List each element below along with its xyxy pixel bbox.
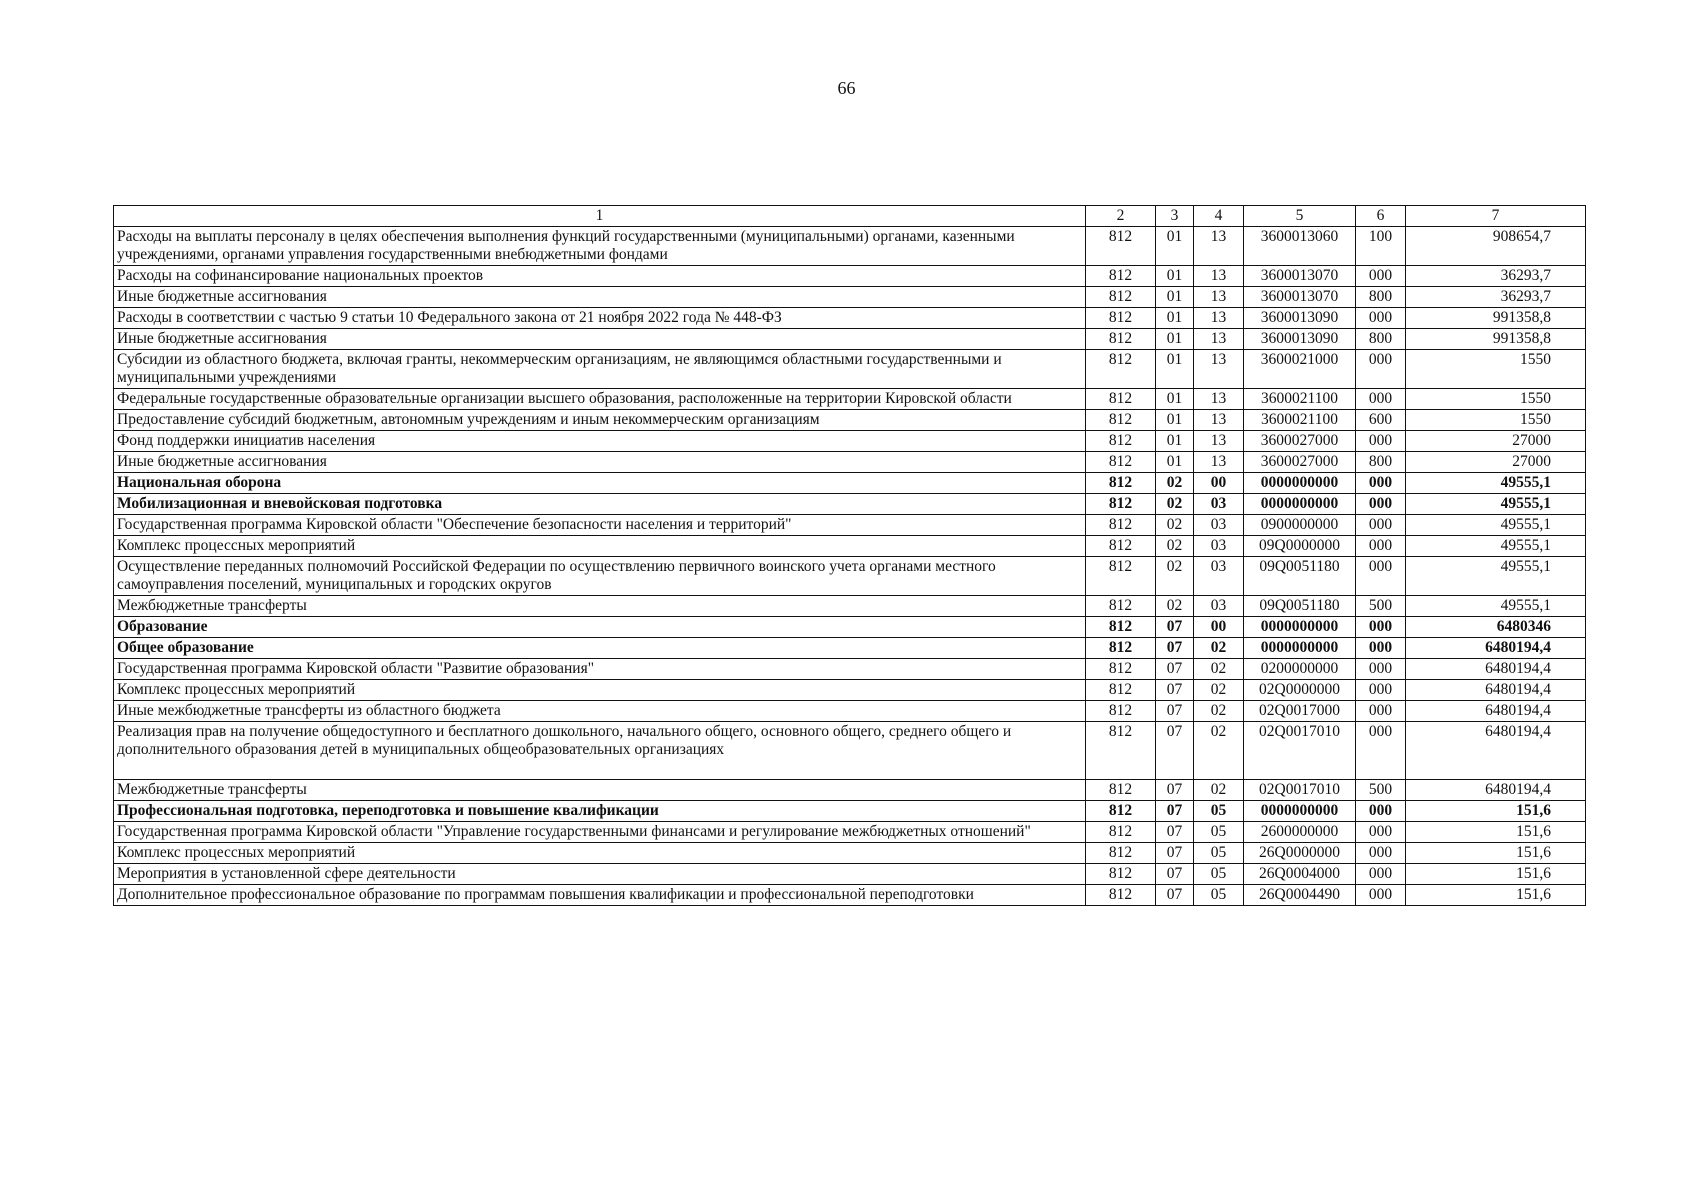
department-code-cell: 812 [1086, 452, 1156, 473]
subsection-code-cell: 02 [1194, 780, 1244, 801]
department-code-cell: 812 [1086, 515, 1156, 536]
target-article-code-cell: 09Q0051180 [1244, 596, 1356, 617]
table-row [114, 431, 1586, 452]
expense-type-code-cell: 000 [1356, 308, 1406, 329]
expense-type-code-cell: 000 [1356, 864, 1406, 885]
section-code-cell: 07 [1156, 801, 1194, 822]
expense-name-cell: Мероприятия в установленной сфере деятельности [114, 864, 1086, 885]
target-article-code-cell: 26Q0004490 [1244, 885, 1356, 906]
section-code-cell: 07 [1156, 822, 1194, 843]
department-code-cell: 812 [1086, 431, 1156, 452]
department-code-cell: 812 [1086, 822, 1156, 843]
department-code-cell: 812 [1086, 617, 1156, 638]
target-article-code-cell: 26Q0000000 [1244, 843, 1356, 864]
table-row [114, 864, 1586, 885]
expense-type-code-cell: 800 [1356, 287, 1406, 308]
expense-type-code-cell: 000 [1356, 494, 1406, 515]
department-code-cell: 812 [1086, 843, 1156, 864]
target-article-code-cell: 0000000000 [1244, 617, 1356, 638]
section-code-cell: 07 [1156, 885, 1194, 906]
amount-cell: 6480194,4 [1406, 722, 1586, 780]
section-code-cell: 07 [1156, 617, 1194, 638]
subsection-code-cell: 13 [1194, 431, 1244, 452]
expense-name-cell: Предоставление субсидий бюджетным, автономным учреждениям и иным некоммерческим организациям [114, 410, 1086, 431]
expense-type-code-cell: 000 [1356, 617, 1406, 638]
section-code-cell: 07 [1156, 722, 1194, 780]
amount-cell: 27000 [1406, 452, 1586, 473]
target-article-code-cell: 02Q0017010 [1244, 780, 1356, 801]
subsection-code-cell: 02 [1194, 680, 1244, 701]
expense-name-cell: Расходы на софинансирование национальных проектов [114, 266, 1086, 287]
target-article-code-cell: 3600013070 [1244, 266, 1356, 287]
table-row [114, 659, 1586, 680]
department-code-cell: 812 [1086, 473, 1156, 494]
expense-name-cell: Комплекс процессных мероприятий [114, 680, 1086, 701]
table-row [114, 287, 1586, 308]
amount-cell: 36293,7 [1406, 266, 1586, 287]
subsection-code-cell: 05 [1194, 885, 1244, 906]
expense-name-cell: Комплекс процессных мероприятий [114, 536, 1086, 557]
amount-cell: 151,6 [1406, 864, 1586, 885]
expense-type-code-cell: 000 [1356, 843, 1406, 864]
table-row [114, 885, 1586, 906]
table-row [114, 308, 1586, 329]
amount-cell: 151,6 [1406, 822, 1586, 843]
expense-name-cell: Фонд поддержки инициатив населения [114, 431, 1086, 452]
subsection-code-cell: 13 [1194, 287, 1244, 308]
table-row [114, 515, 1586, 536]
expense-name-cell: Реализация прав на получение общедоступного и бесплатного дошкольного, начального общего, основного общего, среднего общего и дополнительного образования детей в муниципальных общеобразовательных организациях [114, 722, 1086, 780]
section-code-cell: 01 [1156, 266, 1194, 287]
target-article-code-cell: 3600013060 [1244, 227, 1356, 266]
section-code-cell: 07 [1156, 659, 1194, 680]
target-article-code-cell: 3600013070 [1244, 287, 1356, 308]
column-header: 6 [1356, 206, 1406, 227]
amount-cell: 49555,1 [1406, 557, 1586, 596]
table-row [114, 350, 1586, 389]
section-code-cell: 02 [1156, 557, 1194, 596]
department-code-cell: 812 [1086, 536, 1156, 557]
table-row [114, 801, 1586, 822]
expense-name-cell: Комплекс процессных мероприятий [114, 843, 1086, 864]
section-code-cell: 01 [1156, 350, 1194, 389]
subsection-code-cell: 02 [1194, 701, 1244, 722]
table-row [114, 596, 1586, 617]
expense-name-cell: Иные бюджетные ассигнования [114, 452, 1086, 473]
department-code-cell: 812 [1086, 329, 1156, 350]
subsection-code-cell: 05 [1194, 864, 1244, 885]
section-code-cell: 02 [1156, 596, 1194, 617]
amount-cell: 991358,8 [1406, 329, 1586, 350]
expense-name-cell: Общее образование [114, 638, 1086, 659]
expense-name-cell: Федеральные государственные образовательные организации высшего образования, расположенные на территории Кировской области [114, 389, 1086, 410]
expense-type-code-cell: 000 [1356, 389, 1406, 410]
amount-cell: 49555,1 [1406, 596, 1586, 617]
target-article-code-cell: 0200000000 [1244, 659, 1356, 680]
subsection-code-cell: 13 [1194, 389, 1244, 410]
subsection-code-cell: 13 [1194, 410, 1244, 431]
expense-type-code-cell: 000 [1356, 659, 1406, 680]
target-article-code-cell: 09Q0051180 [1244, 557, 1356, 596]
target-article-code-cell: 3600027000 [1244, 452, 1356, 473]
expense-type-code-cell: 000 [1356, 515, 1406, 536]
budget-table [113, 205, 1586, 906]
table-header-row [114, 206, 1586, 227]
expense-type-code-cell: 100 [1356, 227, 1406, 266]
department-code-cell: 812 [1086, 701, 1156, 722]
target-article-code-cell: 2600000000 [1244, 822, 1356, 843]
target-article-code-cell: 3600021000 [1244, 350, 1356, 389]
subsection-code-cell: 03 [1194, 596, 1244, 617]
department-code-cell: 812 [1086, 494, 1156, 515]
amount-cell: 151,6 [1406, 801, 1586, 822]
section-code-cell: 01 [1156, 452, 1194, 473]
table-row [114, 722, 1586, 780]
target-article-code-cell: 3600013090 [1244, 308, 1356, 329]
amount-cell: 1550 [1406, 350, 1586, 389]
section-code-cell: 07 [1156, 638, 1194, 659]
expense-name-cell: Национальная оборона [114, 473, 1086, 494]
table-row [114, 638, 1586, 659]
expense-name-cell: Межбюджетные трансферты [114, 596, 1086, 617]
amount-cell: 49555,1 [1406, 494, 1586, 515]
expense-type-code-cell: 000 [1356, 701, 1406, 722]
expense-name-cell: Иные бюджетные ассигнования [114, 287, 1086, 308]
section-code-cell: 01 [1156, 329, 1194, 350]
amount-cell: 49555,1 [1406, 515, 1586, 536]
table-row [114, 780, 1586, 801]
section-code-cell: 01 [1156, 431, 1194, 452]
expense-type-code-cell: 500 [1356, 596, 1406, 617]
target-article-code-cell: 0900000000 [1244, 515, 1356, 536]
expense-name-cell: Межбюджетные трансферты [114, 780, 1086, 801]
department-code-cell: 812 [1086, 227, 1156, 266]
expense-type-code-cell: 000 [1356, 350, 1406, 389]
table-row [114, 266, 1586, 287]
expense-type-code-cell: 000 [1356, 473, 1406, 494]
amount-cell: 991358,8 [1406, 308, 1586, 329]
department-code-cell: 812 [1086, 266, 1156, 287]
table-row [114, 617, 1586, 638]
expense-type-code-cell: 800 [1356, 329, 1406, 350]
amount-cell: 6480194,4 [1406, 701, 1586, 722]
table-row [114, 389, 1586, 410]
amount-cell: 27000 [1406, 431, 1586, 452]
expense-name-cell: Дополнительное профессиональное образование по программам повышения квалификации и профессиональной переподготовки [114, 885, 1086, 906]
subsection-code-cell: 13 [1194, 266, 1244, 287]
expense-type-code-cell: 000 [1356, 536, 1406, 557]
section-code-cell: 02 [1156, 494, 1194, 515]
column-header: 3 [1156, 206, 1194, 227]
expense-type-code-cell: 000 [1356, 557, 1406, 596]
subsection-code-cell: 02 [1194, 722, 1244, 780]
subsection-code-cell: 13 [1194, 227, 1244, 266]
subsection-code-cell: 03 [1194, 494, 1244, 515]
section-code-cell: 02 [1156, 515, 1194, 536]
table-row [114, 494, 1586, 515]
subsection-code-cell: 13 [1194, 452, 1244, 473]
table-row [114, 227, 1586, 266]
subsection-code-cell: 05 [1194, 843, 1244, 864]
expense-type-code-cell: 000 [1356, 638, 1406, 659]
department-code-cell: 812 [1086, 596, 1156, 617]
expense-name-cell: Государственная программа Кировской области "Обеспечение безопасности населения и территорий" [114, 515, 1086, 536]
subsection-code-cell: 05 [1194, 822, 1244, 843]
amount-cell: 6480194,4 [1406, 659, 1586, 680]
expense-type-code-cell: 500 [1356, 780, 1406, 801]
department-code-cell: 812 [1086, 780, 1156, 801]
table-row [114, 843, 1586, 864]
amount-cell: 6480194,4 [1406, 680, 1586, 701]
expense-type-code-cell: 000 [1356, 801, 1406, 822]
target-article-code-cell: 0000000000 [1244, 494, 1356, 515]
section-code-cell: 07 [1156, 701, 1194, 722]
section-code-cell: 01 [1156, 410, 1194, 431]
department-code-cell: 812 [1086, 350, 1156, 389]
expense-type-code-cell: 000 [1356, 822, 1406, 843]
table-row [114, 701, 1586, 722]
department-code-cell: 812 [1086, 287, 1156, 308]
subsection-code-cell: 02 [1194, 659, 1244, 680]
amount-cell: 36293,7 [1406, 287, 1586, 308]
amount-cell: 151,6 [1406, 885, 1586, 906]
expense-name-cell: Иные бюджетные ассигнования [114, 329, 1086, 350]
target-article-code-cell: 0000000000 [1244, 801, 1356, 822]
subsection-code-cell: 03 [1194, 515, 1244, 536]
subsection-code-cell: 00 [1194, 617, 1244, 638]
section-code-cell: 02 [1156, 473, 1194, 494]
expense-type-code-cell: 000 [1356, 680, 1406, 701]
subsection-code-cell: 00 [1194, 473, 1244, 494]
department-code-cell: 812 [1086, 410, 1156, 431]
target-article-code-cell: 0000000000 [1244, 638, 1356, 659]
department-code-cell: 812 [1086, 389, 1156, 410]
target-article-code-cell: 02Q0017010 [1244, 722, 1356, 780]
section-code-cell: 01 [1156, 389, 1194, 410]
target-article-code-cell: 02Q0000000 [1244, 680, 1356, 701]
expense-name-cell: Субсидии из областного бюджета, включая гранты, некоммерческим организациям, не являющимся областными государственными и муниципальными учреждениями [114, 350, 1086, 389]
department-code-cell: 812 [1086, 722, 1156, 780]
target-article-code-cell: 3600021100 [1244, 389, 1356, 410]
table-row [114, 473, 1586, 494]
column-header: 2 [1086, 206, 1156, 227]
section-code-cell: 01 [1156, 308, 1194, 329]
subsection-code-cell: 13 [1194, 350, 1244, 389]
department-code-cell: 812 [1086, 801, 1156, 822]
amount-cell: 49555,1 [1406, 473, 1586, 494]
target-article-code-cell: 26Q0004000 [1244, 864, 1356, 885]
subsection-code-cell: 13 [1194, 308, 1244, 329]
amount-cell: 6480194,4 [1406, 780, 1586, 801]
column-header: 4 [1194, 206, 1244, 227]
department-code-cell: 812 [1086, 557, 1156, 596]
table-row [114, 329, 1586, 350]
amount-cell: 49555,1 [1406, 536, 1586, 557]
amount-cell: 6480194,4 [1406, 638, 1586, 659]
department-code-cell: 812 [1086, 864, 1156, 885]
target-article-code-cell: 0000000000 [1244, 473, 1356, 494]
expense-name-cell: Государственная программа Кировской области "Развитие образования" [114, 659, 1086, 680]
expense-type-code-cell: 800 [1356, 452, 1406, 473]
target-article-code-cell: 3600013090 [1244, 329, 1356, 350]
department-code-cell: 812 [1086, 680, 1156, 701]
section-code-cell: 01 [1156, 227, 1194, 266]
department-code-cell: 812 [1086, 885, 1156, 906]
expense-type-code-cell: 600 [1356, 410, 1406, 431]
section-code-cell: 02 [1156, 536, 1194, 557]
target-article-code-cell: 02Q0017000 [1244, 701, 1356, 722]
expense-name-cell: Мобилизационная и вневойсковая подготовка [114, 494, 1086, 515]
expense-name-cell: Иные межбюджетные трансферты из областного бюджета [114, 701, 1086, 722]
table-row [114, 680, 1586, 701]
section-code-cell: 07 [1156, 843, 1194, 864]
department-code-cell: 812 [1086, 638, 1156, 659]
section-code-cell: 07 [1156, 780, 1194, 801]
column-header: 7 [1406, 206, 1586, 227]
table-row [114, 452, 1586, 473]
section-code-cell: 07 [1156, 680, 1194, 701]
expense-name-cell: Осуществление переданных полномочий Российской Федерации по осуществлению первичного воинского учета органами местного самоуправления поселений, муниципальных и городских округов [114, 557, 1086, 596]
expense-name-cell: Расходы на выплаты персоналу в целях обеспечения выполнения функций государственными (муниципальными) органами, казенными учреждениями, органами управления государственными внебюджетными фондами [114, 227, 1086, 266]
page-number: 66 [837, 78, 856, 98]
table-row [114, 822, 1586, 843]
amount-cell: 1550 [1406, 410, 1586, 431]
target-article-code-cell: 3600021100 [1244, 410, 1356, 431]
column-header: 1 [114, 206, 1086, 227]
table-row [114, 557, 1586, 596]
subsection-code-cell: 02 [1194, 638, 1244, 659]
subsection-code-cell: 05 [1194, 801, 1244, 822]
department-code-cell: 812 [1086, 659, 1156, 680]
expense-type-code-cell: 000 [1356, 885, 1406, 906]
target-article-code-cell: 09Q0000000 [1244, 536, 1356, 557]
subsection-code-cell: 03 [1194, 536, 1244, 557]
table-row [114, 410, 1586, 431]
department-code-cell: 812 [1086, 308, 1156, 329]
amount-cell: 151,6 [1406, 843, 1586, 864]
subsection-code-cell: 13 [1194, 329, 1244, 350]
section-code-cell: 07 [1156, 864, 1194, 885]
expense-name-cell: Образование [114, 617, 1086, 638]
section-code-cell: 01 [1156, 287, 1194, 308]
expense-name-cell: Профессиональная подготовка, переподготовка и повышение квалификации [114, 801, 1086, 822]
expense-type-code-cell: 000 [1356, 431, 1406, 452]
column-header: 5 [1244, 206, 1356, 227]
table-body [114, 227, 1586, 906]
amount-cell: 6480346 [1406, 617, 1586, 638]
expense-name-cell: Государственная программа Кировской области "Управление государственными финансами и регулирование межбюджетных отношений" [114, 822, 1086, 843]
expense-type-code-cell: 000 [1356, 722, 1406, 780]
subsection-code-cell: 03 [1194, 557, 1244, 596]
expense-type-code-cell: 000 [1356, 266, 1406, 287]
amount-cell: 1550 [1406, 389, 1586, 410]
table-row [114, 536, 1586, 557]
expense-name-cell: Расходы в соответствии с частью 9 статьи 10 Федерального закона от 21 ноября 2022 года № 448-ФЗ [114, 308, 1086, 329]
amount-cell: 908654,7 [1406, 227, 1586, 266]
target-article-code-cell: 3600027000 [1244, 431, 1356, 452]
